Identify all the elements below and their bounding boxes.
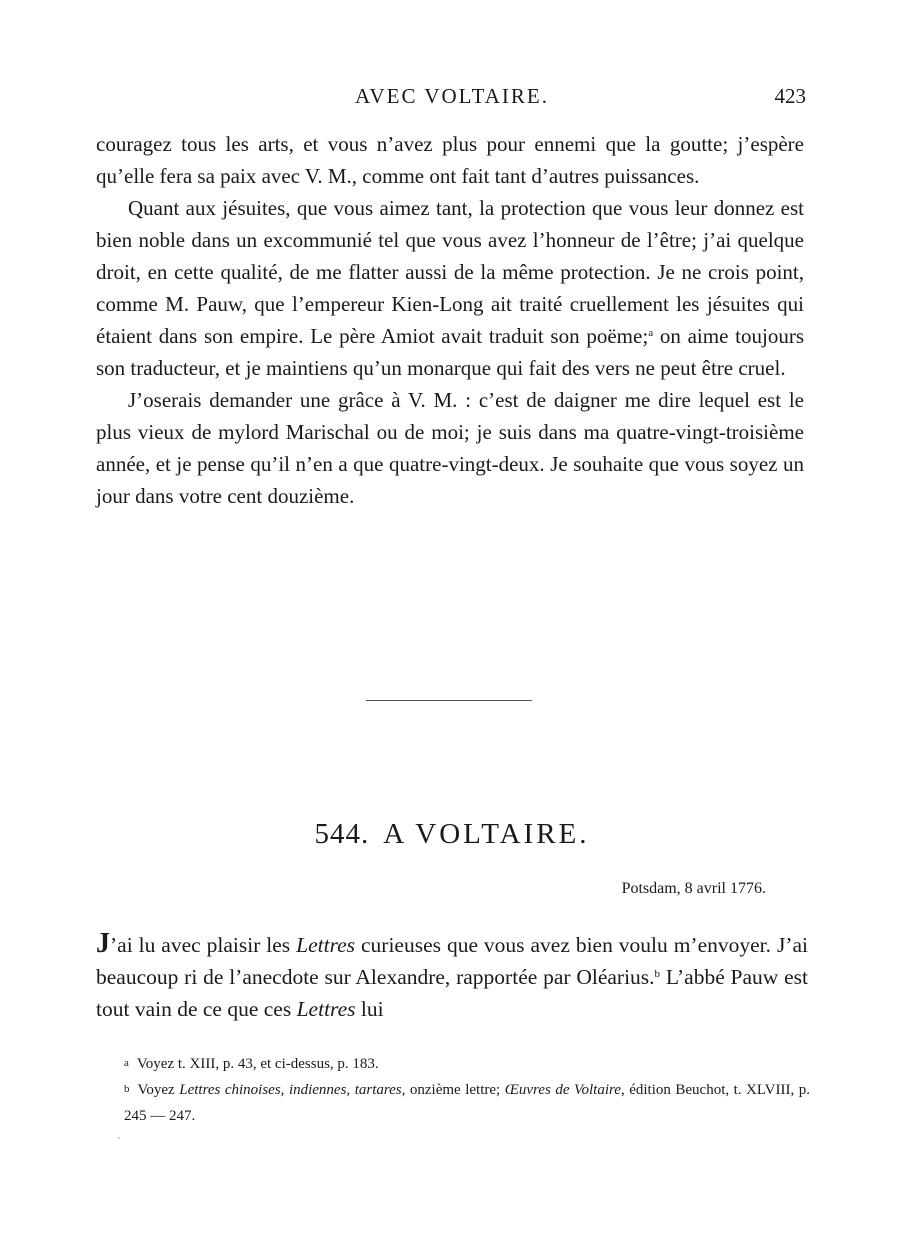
letter-text: curieuses que vous avez bien voulu m’envoyer. J’ai beaucoup ri de l’anecdote sur Alexandre, rapportée par Oléarius. <box>96 933 808 989</box>
italic-title: Lettres <box>296 933 356 957</box>
letter-body <box>96 928 808 1025</box>
footnote-text: Voyez t. XIII, p. 43, et ci-dessus, p. 183. <box>136 1056 379 1072</box>
section-divider <box>366 700 532 701</box>
running-head <box>96 84 808 116</box>
footnotes <box>96 1052 810 1129</box>
paragraph: couragez tous les arts, et vous n’avez plus pour ennemi que la goutte; j’espère qu’elle fera sa paix avec V. M., comme ont fait tant d’autres puissances. <box>96 132 804 188</box>
dateline: Potsdam, 8 avril 1776. <box>621 880 766 897</box>
letter-text: lui <box>355 997 384 1021</box>
running-title: AVEC VOLTAIRE. <box>355 84 549 108</box>
drop-cap: J <box>96 928 110 959</box>
letter-title: A VOLTAIRE. <box>383 818 590 850</box>
footnote-ref-a[interactable]: a <box>648 327 654 339</box>
paragraph-text: Quant aux jésuites, que vous aimez tant, la protection que vous leur donnez est bien noble dans un excommunié tel que vous avez l’honneur de l’être; j’ai quelque droit, en cette qualité, de me flatter aussi de la même protection. Je ne crois point, comme M. Pauw, que l’empereur Kien-Long ait traité cruellement les jésuites qui étaient dans son empire. Le père Amiot avait traduit son poëme; <box>96 196 804 348</box>
footnote-text: , édition Beuchot, t. XLVIII, p. 245 — 247. <box>124 1082 810 1124</box>
footnote-text: onzième lettre; <box>405 1082 505 1098</box>
footnote-marker: a <box>124 1057 129 1069</box>
paragraph: J’oserais demander une grâce à V. M. : c’est de daigner me dire lequel est le plus vieux de mylord Marischal ou de moi; je suis dans ma quatre-vingt-troisième année, et je pense qu’il n’en a que quatre-vingt-deux. Je souhaite que vous soyez un jour dans votre cent douzième. <box>96 388 804 508</box>
footnote-a <box>96 1052 810 1078</box>
italic-title: Lettres <box>296 997 356 1021</box>
letter-number: 544. <box>314 818 370 850</box>
footnote-italic: Œuvres de Voltaire <box>504 1082 621 1098</box>
footnote-marker: b <box>124 1083 130 1095</box>
scan-speck <box>118 1137 120 1139</box>
paragraph <box>96 192 804 384</box>
footnote-italic: Lettres chinoises, indiennes, tartares, <box>179 1082 406 1098</box>
letter-text: L’abbé Pauw est tout vain de ce que ces <box>96 965 808 1021</box>
paragraph-text: on aime toujours son traducteur, et je maintiens qu’un monarque qui fait des vers ne peut être cruel. <box>96 324 804 380</box>
footnote-b <box>96 1078 810 1129</box>
footnote-text: Voyez <box>137 1082 180 1098</box>
footnote-ref-b[interactable]: b <box>654 968 661 980</box>
page-number: 423 <box>774 84 806 108</box>
continued-letter-text <box>96 128 804 512</box>
letter-heading <box>96 818 808 851</box>
letter-text: ’ai lu avec plaisir les <box>110 933 297 957</box>
